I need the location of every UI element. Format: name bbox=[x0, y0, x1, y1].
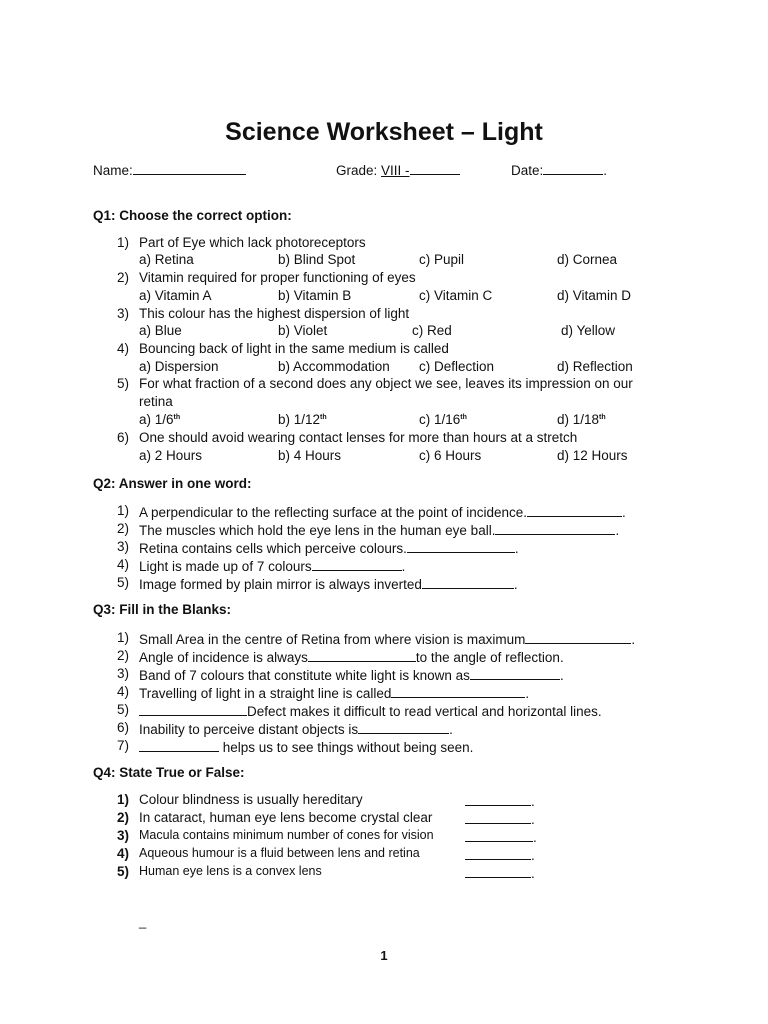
q3-item-text: Angle of incidence is always bbox=[139, 650, 308, 665]
date-end: . bbox=[603, 163, 608, 178]
q3-item-end: . bbox=[631, 632, 636, 647]
answer-blank[interactable] bbox=[527, 503, 622, 517]
q1-6-option-c[interactable]: c) 6 Hours bbox=[419, 448, 482, 463]
name-label: Name: bbox=[93, 163, 133, 178]
q2-item-number: 1) bbox=[117, 503, 130, 518]
fill-blank[interactable] bbox=[139, 738, 219, 752]
q1-3-option-b[interactable]: b) Violet bbox=[278, 323, 328, 338]
page-number: 1 bbox=[380, 948, 388, 963]
q4-item-end: . bbox=[531, 866, 535, 881]
q4-item-number: 1) bbox=[117, 792, 130, 807]
q1-3-option-d[interactable]: d) Yellow bbox=[561, 323, 616, 338]
q2-item-text: A perpendicular to the reflecting surface at the point of incidence. bbox=[139, 505, 527, 520]
q1-6-option-b[interactable]: b) 4 Hours bbox=[278, 448, 342, 463]
grade-label: Grade: bbox=[336, 163, 378, 178]
q1-4-option-d[interactable]: d) Reflection bbox=[557, 359, 633, 374]
grade-blank[interactable] bbox=[410, 161, 460, 175]
q4-item-end: . bbox=[533, 830, 537, 845]
q3-item-text: Small Area in the centre of Retina from where vision is maximum bbox=[139, 632, 526, 647]
q1-5-option-c[interactable]: c) 1/16th bbox=[419, 412, 467, 427]
answer-blank[interactable] bbox=[495, 521, 615, 535]
q1-1-option-b[interactable]: b) Blind Spot bbox=[278, 252, 356, 267]
fill-blank[interactable] bbox=[308, 648, 416, 662]
q1-5-option-a[interactable]: a) 1/6th bbox=[139, 412, 181, 427]
date-field[interactable] bbox=[511, 161, 607, 178]
q3-item-end: helps us to see things without being seen. bbox=[219, 740, 474, 755]
q4-item-text: Macula contains minimum number of cones for vision bbox=[139, 828, 434, 842]
q1-6-option-d[interactable]: d) 12 Hours bbox=[557, 448, 628, 463]
q1-4-option-b[interactable]: b) Accommodation bbox=[278, 359, 390, 374]
q4-item-text: In cataract, human eye lens become crystal clear bbox=[139, 810, 433, 825]
q2-item-text: The muscles which hold the eye lens in the human eye ball. bbox=[139, 523, 496, 538]
grade-field[interactable] bbox=[336, 161, 460, 178]
q4-item-text: Colour blindness is usually hereditary bbox=[139, 792, 363, 807]
q1-2-option-c[interactable]: c) Vitamin C bbox=[419, 288, 493, 303]
q1-5-option-d[interactable]: d) 1/18th bbox=[557, 412, 606, 427]
q1-heading: Q1: Choose the correct option: bbox=[93, 208, 292, 223]
q1-4-option-a[interactable]: a) Dispersion bbox=[139, 359, 219, 374]
q1-item-number: 1) bbox=[117, 235, 130, 250]
q1-1-option-c[interactable]: c) Pupil bbox=[419, 252, 465, 267]
q2-item-text: Light is made up of 7 colours bbox=[139, 559, 312, 574]
true-false-blank[interactable] bbox=[465, 792, 531, 806]
q3-item-text: Travelling of light in a straight line is called bbox=[139, 686, 392, 701]
q3-item-number: 4) bbox=[117, 684, 130, 699]
q1-3-option-c[interactable]: c) Red bbox=[412, 323, 452, 338]
q4-item-text: Aqueous humour is a fluid between lens and retina bbox=[139, 846, 420, 860]
q2-item-end: . bbox=[622, 505, 626, 520]
q3-item-number: 2) bbox=[117, 648, 130, 663]
q4-item-number: 5) bbox=[117, 864, 130, 879]
q1-item-number: 3) bbox=[117, 306, 130, 321]
q1-item-text: Part of Eye which lack photoreceptors bbox=[139, 235, 366, 250]
q3-item-text: Band of 7 colours that constitute white light is known as bbox=[139, 668, 470, 683]
q4-item-end: . bbox=[531, 794, 535, 809]
name-blank[interactable] bbox=[133, 161, 246, 175]
q3-heading: Q3: Fill in the Blanks: bbox=[93, 602, 232, 617]
q2-item-end: . bbox=[514, 541, 519, 556]
fill-blank[interactable] bbox=[139, 702, 247, 716]
q1-item-number: 2) bbox=[117, 270, 130, 285]
true-false-blank[interactable] bbox=[465, 828, 533, 842]
q2-heading: Q2: Answer in one word: bbox=[93, 476, 252, 491]
fill-blank[interactable] bbox=[470, 666, 560, 680]
q1-item-text: Vitamin required for proper functioning of eyes bbox=[139, 270, 416, 285]
q1-4-option-c[interactable]: c) Deflection bbox=[419, 359, 495, 374]
q4-item-end: . bbox=[531, 848, 535, 863]
q3-item-end: Defect makes it difficult to read vertical and horizontal lines. bbox=[247, 704, 602, 719]
q1-item-text: For what fraction of a second does any object we see, leaves its impression on our bbox=[139, 376, 633, 391]
answer-blank[interactable] bbox=[312, 557, 402, 571]
true-false-blank[interactable] bbox=[465, 846, 531, 860]
date-blank[interactable] bbox=[543, 161, 603, 175]
answer-blank[interactable] bbox=[407, 539, 515, 553]
q2-item-text: Retina contains cells which perceive colours. bbox=[139, 541, 407, 556]
q2-item-number: 3) bbox=[117, 539, 130, 554]
q1-item-number: 6) bbox=[117, 430, 130, 445]
q1-1-option-d[interactable]: d) Cornea bbox=[557, 252, 618, 267]
q1-item-5-continuation: retina bbox=[139, 394, 173, 409]
answer-blank[interactable] bbox=[422, 575, 514, 589]
q3-item-end: to the angle of reflection. bbox=[415, 650, 564, 665]
q1-item-text: One should avoid wearing contact lenses for more than hours at a stretch bbox=[139, 430, 578, 445]
q1-5-option-b[interactable]: b) 1/12th bbox=[278, 412, 327, 427]
q4-item-text: Human eye lens is a convex lens bbox=[139, 864, 322, 878]
grade-value: VIII - bbox=[381, 163, 410, 178]
true-false-blank[interactable] bbox=[465, 864, 531, 878]
date-label: Date: bbox=[511, 163, 544, 178]
fill-blank[interactable] bbox=[391, 684, 525, 698]
q1-6-option-a[interactable]: a) 2 Hours bbox=[139, 448, 203, 463]
fill-blank[interactable] bbox=[525, 630, 631, 644]
q1-2-option-b[interactable]: b) Vitamin B bbox=[278, 288, 352, 303]
name-field[interactable] bbox=[93, 161, 246, 178]
stray-underscore: _ bbox=[139, 914, 147, 929]
q3-item-number: 3) bbox=[117, 666, 130, 681]
q3-item-number: 5) bbox=[117, 702, 130, 717]
q1-item-text: Bouncing back of light in the same medium is called bbox=[139, 341, 449, 356]
q2-item-end: . bbox=[513, 577, 518, 592]
q3-item-end: . bbox=[449, 722, 453, 737]
q2-item-number: 5) bbox=[117, 575, 130, 590]
page-title: Science Worksheet – Light bbox=[225, 118, 543, 146]
q1-item-number: 4) bbox=[117, 341, 130, 356]
q4-item-number: 3) bbox=[117, 828, 130, 843]
q4-item-number: 2) bbox=[117, 810, 130, 825]
q2-item-end: . bbox=[615, 523, 620, 538]
q4-item-end: . bbox=[531, 812, 535, 827]
q1-2-option-a[interactable]: a) Vitamin A bbox=[139, 288, 212, 303]
q3-item-end: . bbox=[525, 686, 530, 701]
q3-item-text: Inability to perceive distant objects is bbox=[139, 722, 359, 737]
q3-item-number: 7) bbox=[117, 738, 130, 753]
q2-item-number: 2) bbox=[117, 521, 130, 536]
q3-item-number: 6) bbox=[117, 720, 130, 735]
q1-2-option-d[interactable]: d) Vitamin D bbox=[557, 288, 632, 303]
q3-item-end: . bbox=[559, 668, 564, 683]
q3-item-number: 1) bbox=[117, 630, 130, 645]
q1-item-text: This colour has the highest dispersion of light bbox=[139, 306, 410, 321]
q4-heading: Q4: State True or False: bbox=[93, 765, 245, 780]
true-false-blank[interactable] bbox=[465, 810, 531, 824]
fill-blank[interactable] bbox=[358, 720, 449, 734]
q2-item-end: . bbox=[401, 559, 406, 574]
q1-3-option-a[interactable]: a) Blue bbox=[139, 323, 182, 338]
q1-1-option-a[interactable]: a) Retina bbox=[139, 252, 194, 267]
q4-item-number: 4) bbox=[117, 846, 130, 861]
q1-item-number: 5) bbox=[117, 376, 130, 391]
q2-item-text: Image formed by plain mirror is always inverted bbox=[139, 577, 422, 592]
q2-item-number: 4) bbox=[117, 557, 130, 572]
